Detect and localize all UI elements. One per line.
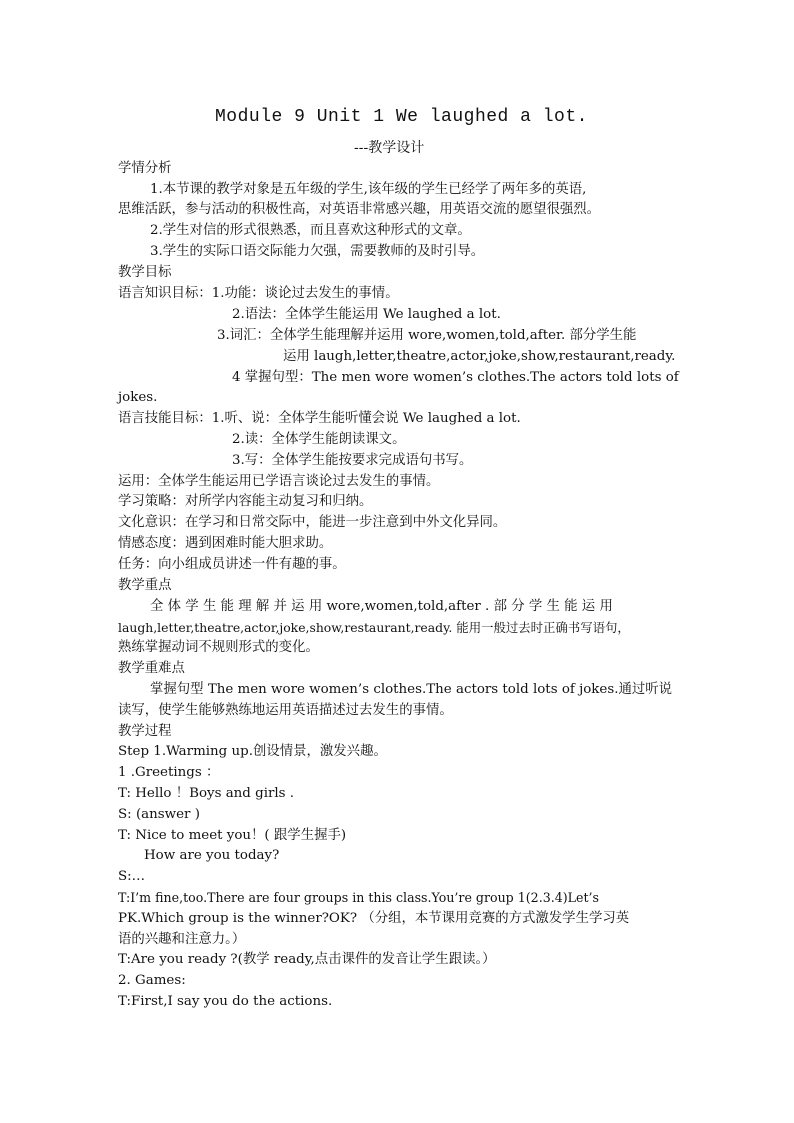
paragraph-line: T: Nice to meet you！( 跟学生握手) xyxy=(118,828,347,843)
section-heading-process: 教学过程 xyxy=(118,724,172,739)
paragraph-line: 语的兴趣和注意力。） xyxy=(118,932,246,947)
paragraph-line: 熟练掌握动词不规则形式的变化。 xyxy=(118,640,319,655)
paragraph-line: 1 .Greetings ： xyxy=(118,765,220,780)
paragraph-line: 2.读：全体学生能朗读课文。 xyxy=(232,432,406,447)
section-heading-key-points: 教学重点 xyxy=(118,578,172,593)
paragraph-line: 文化意识：在学习和日常交际中，能进一步注意到中外文化异同。 xyxy=(118,515,507,530)
doc-subtitle: ---教学设计 xyxy=(354,140,425,156)
paragraph-line: 4 掌握句型：The men wore women’s clothes.The actors told lots of xyxy=(232,370,679,385)
paragraph-line: laugh,letter,theatre,actor,joke,show,restaurant,ready. 能用一般过去时正确书写语句， xyxy=(118,620,630,635)
doc-title: Module 9 Unit 1 We laughed a lot. xyxy=(215,107,588,127)
paragraph-line: 运用 laugh,letter,theatre,actor,joke,show,restaurant,ready. xyxy=(283,349,676,364)
paragraph-line: PK.Which group is the winner?OK? （分组，本节课用竞赛的方式激发学生学习英 xyxy=(118,911,630,926)
paragraph-line: 语言知识目标：1.功能：谈论过去发生的事情。 xyxy=(118,286,399,301)
paragraph-line: S: (answer ) xyxy=(118,807,200,822)
paragraph-line: T:I’m fine,too.There are four groups in this class.You’re group 1(2.3.4)Let’s xyxy=(118,890,599,905)
paragraph-line: S:… xyxy=(118,869,146,884)
paragraph-line: T:Are you ready ?(教学 ready,点击课件的发音让学生跟读。） xyxy=(118,952,496,967)
paragraph-line: 2.语法：全体学生能运用 We laughed a lot. xyxy=(232,307,501,322)
paragraph-line: 掌握句型 The men wore women’s clothes.The actors told lots of jokes.通过听说 xyxy=(150,682,673,697)
paragraph-line: 1.本节课的教学对象是五年级的学生,该年级的学生已经学了两年多的英语, xyxy=(150,182,587,197)
paragraph-line: 3.词汇：全体学生能理解并运用 wore,women,told,after. 部分学生能 xyxy=(217,328,637,343)
paragraph-line: 2.学生对信的形式很熟悉，而且喜欢这种形式的文章。 xyxy=(150,223,471,238)
paragraph-line: 3.写：全体学生能按要求完成语句书写。 xyxy=(232,453,473,468)
paragraph-line: 情感态度：遇到困难时能大胆求助。 xyxy=(118,536,333,551)
paragraph-line: 全 体 学 生 能 理 解 并 运 用 wore,women,told,after . 部 分 学 生 能 运 用 xyxy=(150,599,613,614)
paragraph-line: 3.学生的实际口语交际能力欠强，需要教师的及时引导。 xyxy=(150,244,485,259)
paragraph-line: 思维活跃，参与活动的积极性高，对英语非常感兴趣，用英语交流的愿望很强烈。 xyxy=(118,202,601,217)
paragraph-line: 运用：全体学生能运用已学语言谈论过去发生的事情。 xyxy=(118,474,440,489)
paragraph-line: jokes. xyxy=(118,390,158,405)
paragraph-line: 任务：向小组成员讲述一件有趣的事。 xyxy=(118,557,346,572)
paragraph-line: T: Hello ！Boys and girls . xyxy=(118,786,295,801)
paragraph-line: 读写，使学生能够熟练地运用英语描述过去发生的事情。 xyxy=(118,703,453,718)
section-heading-analysis: 学情分析 xyxy=(118,161,172,176)
paragraph-line: 语言技能目标：1.听、说：全体学生能听懂会说 We laughed a lot. xyxy=(118,411,521,426)
paragraph-line: 2. Games: xyxy=(118,973,186,988)
section-heading-difficulties: 教学重难点 xyxy=(118,661,185,676)
paragraph-line: Step 1.Warming up.创设情景，激发兴趣。 xyxy=(118,744,387,759)
paragraph-line: T:First,I say you do the actions. xyxy=(118,994,333,1009)
paragraph-line: 学习策略：对所学内容能主动复习和归纳。 xyxy=(118,494,373,509)
section-heading-goals: 教学目标 xyxy=(118,265,172,280)
paragraph-line: How are you today? xyxy=(144,848,280,863)
